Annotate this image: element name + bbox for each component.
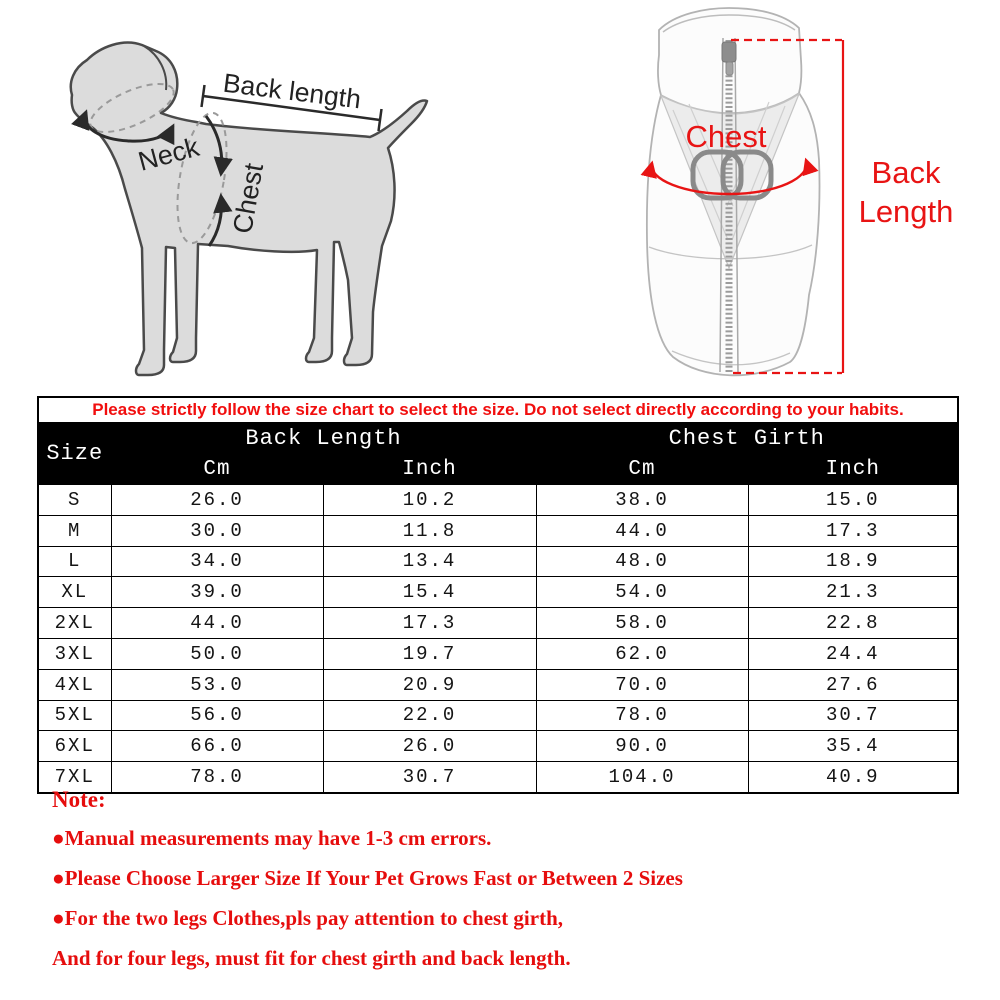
value-cell: 62.0 — [536, 638, 748, 669]
dog-neck-label: Neck — [135, 131, 203, 177]
unit-header-cell: Cm — [111, 454, 323, 485]
size-cell: L — [38, 546, 111, 577]
notes-title: Note: — [52, 787, 106, 812]
header-unit-row — [38, 454, 958, 485]
value-cell: 30.7 — [323, 762, 536, 793]
value-cell: 78.0 — [111, 762, 323, 793]
value-cell: 30.0 — [111, 515, 323, 546]
warning-row — [38, 397, 958, 423]
value-cell: 24.4 — [748, 638, 958, 669]
value-cell: 21.3 — [748, 577, 958, 608]
value-cell: 15.4 — [323, 577, 536, 608]
vest-chest-label: Chest — [685, 119, 767, 154]
unit-header-cell: Inch — [748, 454, 958, 485]
value-cell: 44.0 — [536, 515, 748, 546]
value-cell: 11.8 — [323, 515, 536, 546]
note-item: ●Please Choose Larger Size If Your Pet Grows Fast or Between 2 Sizes — [52, 866, 683, 890]
size-cell: 6XL — [38, 731, 111, 762]
value-cell: 35.4 — [748, 731, 958, 762]
size-cell: 5XL — [38, 700, 111, 731]
value-cell: 10.2 — [323, 485, 536, 516]
unit-header-cell: Inch — [323, 454, 536, 485]
vest-chest-arrow — [652, 160, 807, 194]
header-group-row — [38, 423, 958, 454]
value-cell: 40.9 — [748, 762, 958, 793]
table-row — [38, 638, 958, 669]
value-cell: 22.8 — [748, 608, 958, 639]
value-cell: 17.3 — [323, 608, 536, 639]
size-cell: M — [38, 515, 111, 546]
note-item: ●For the two legs Clothes,pls pay attention to chest girth, — [52, 906, 564, 930]
value-cell: 15.0 — [748, 485, 958, 516]
value-cell: 22.0 — [323, 700, 536, 731]
back-length-header-cell: Back Length — [111, 423, 536, 454]
value-cell: 38.0 — [536, 485, 748, 516]
table-row — [38, 485, 958, 516]
unit-header-cell: Cm — [536, 454, 748, 485]
value-cell: 48.0 — [536, 546, 748, 577]
table-row — [38, 577, 958, 608]
value-cell: 39.0 — [111, 577, 323, 608]
value-cell: 17.3 — [748, 515, 958, 546]
vest-annotations — [0, 0, 1000, 390]
value-cell: 18.9 — [748, 546, 958, 577]
table-row — [38, 700, 958, 731]
value-cell: 53.0 — [111, 669, 323, 700]
size-table — [37, 396, 959, 794]
notes-section — [52, 786, 952, 985]
value-cell: 56.0 — [111, 700, 323, 731]
warning-text: Please strictly follow the size chart to select the size. Do not select directly according to your habits. — [38, 397, 958, 423]
value-cell: 44.0 — [111, 608, 323, 639]
back-length-bracket-dashes — [731, 40, 842, 373]
value-cell: 54.0 — [536, 577, 748, 608]
value-cell: 90.0 — [536, 731, 748, 762]
size-cell: 7XL — [38, 762, 111, 793]
value-cell: 104.0 — [536, 762, 748, 793]
value-cell: 13.4 — [323, 546, 536, 577]
table-row — [38, 669, 958, 700]
chest-girth-header-cell: Chest Girth — [536, 423, 958, 454]
value-cell: 78.0 — [536, 700, 748, 731]
value-cell: 30.7 — [748, 700, 958, 731]
value-cell: 19.7 — [323, 638, 536, 669]
table-row — [38, 546, 958, 577]
size-header-cell: Size — [38, 423, 111, 485]
size-cell: S — [38, 485, 111, 516]
value-cell: 26.0 — [111, 485, 323, 516]
size-cell: XL — [38, 577, 111, 608]
dog-chest-label: Chest — [227, 161, 270, 236]
dog-back-length-label: Back length — [221, 67, 363, 115]
size-cell: 4XL — [38, 669, 111, 700]
table-row — [38, 515, 958, 546]
value-cell: 58.0 — [536, 608, 748, 639]
vest-back-length-label-line2: Length — [858, 194, 954, 229]
table-row — [38, 608, 958, 639]
note-item: And for four legs, must fit for chest girth and back length. — [52, 946, 571, 970]
vest-back-length-label-line1: Back — [871, 155, 941, 190]
value-cell: 34.0 — [111, 546, 323, 577]
size-cell: 2XL — [38, 608, 111, 639]
value-cell: 70.0 — [536, 669, 748, 700]
value-cell: 50.0 — [111, 638, 323, 669]
size-cell: 3XL — [38, 638, 111, 669]
note-item: ●Manual measurements may have 1-3 cm errors. — [52, 826, 492, 850]
value-cell: 20.9 — [323, 669, 536, 700]
value-cell: 26.0 — [323, 731, 536, 762]
table-row — [38, 731, 958, 762]
value-cell: 27.6 — [748, 669, 958, 700]
value-cell: 66.0 — [111, 731, 323, 762]
